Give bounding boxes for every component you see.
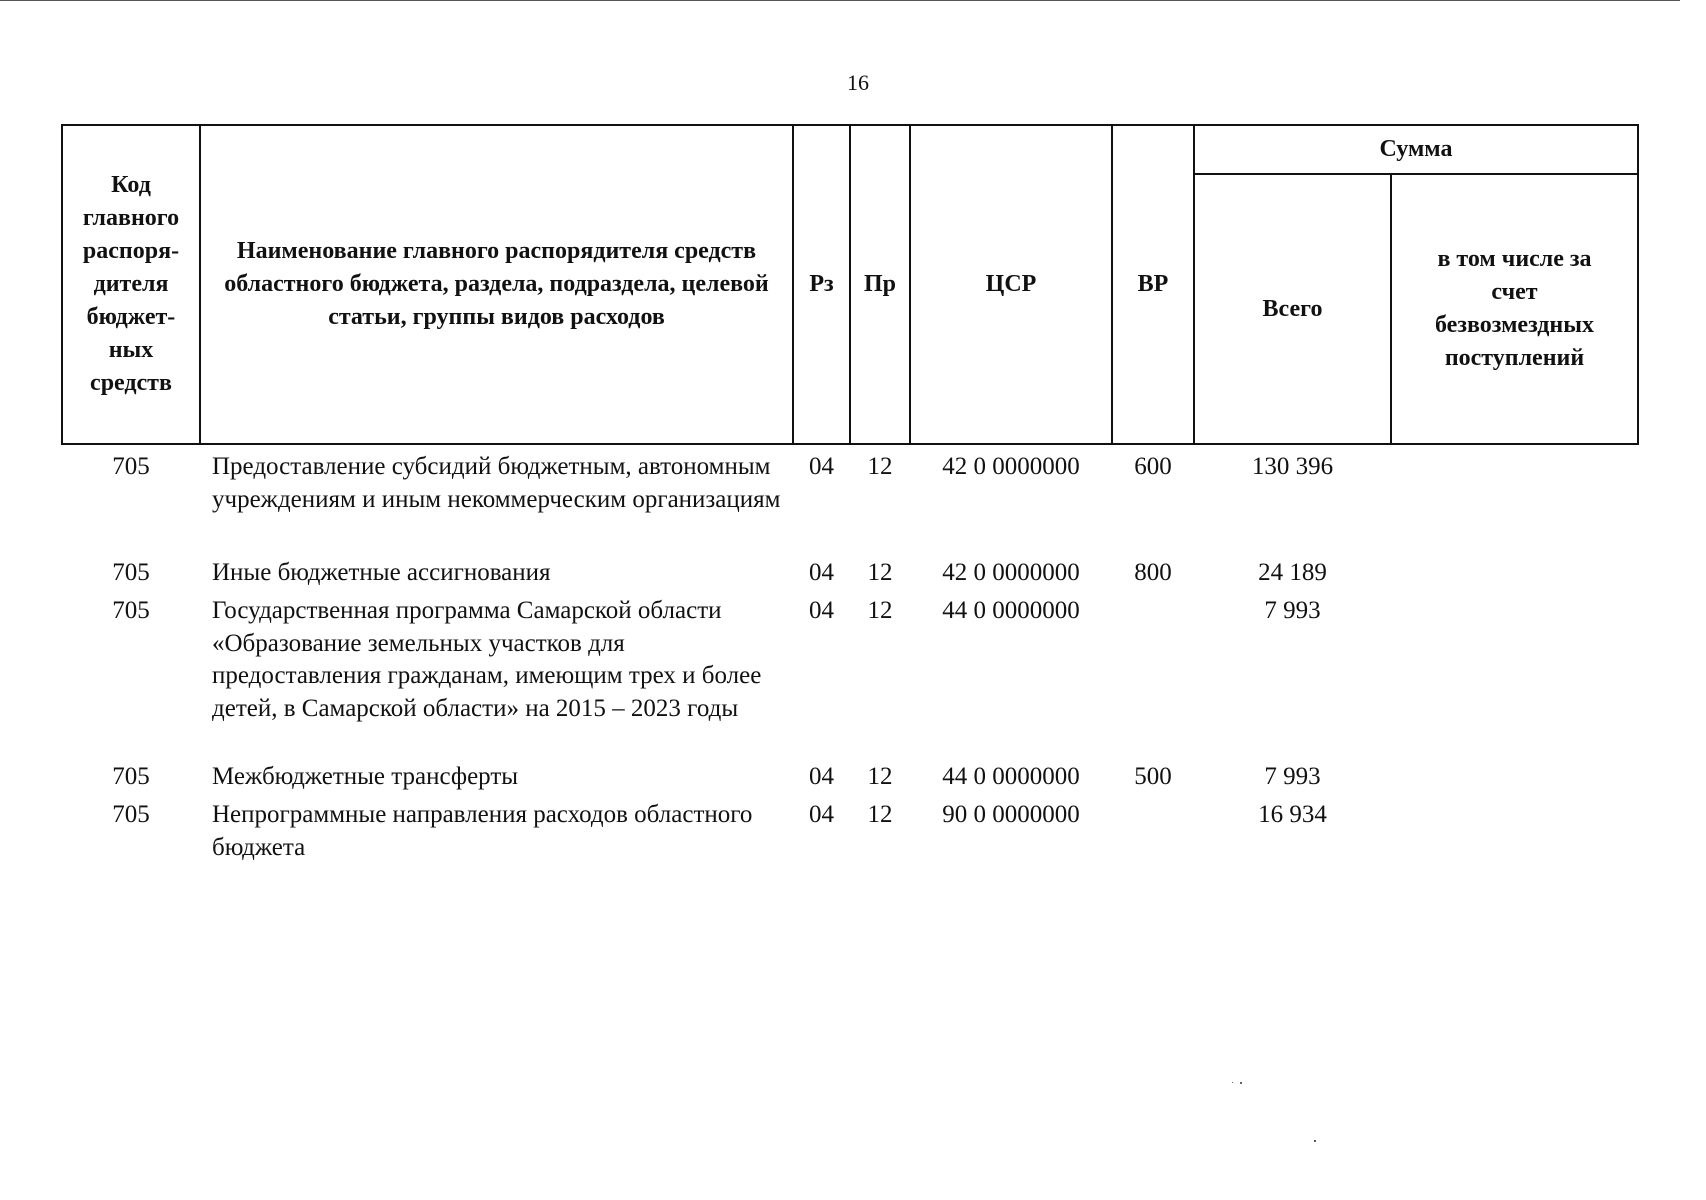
- scan-speck: [1314, 1140, 1315, 1141]
- row-rz: 04: [809, 559, 834, 586]
- row-pr: 12: [867, 453, 893, 480]
- scan-speck: [1240, 1082, 1242, 1084]
- row-grants: [1391, 761, 1638, 799]
- row-code: 705: [112, 801, 150, 828]
- header-vr: ВР: [1112, 125, 1194, 444]
- scan-speck: [1232, 1082, 1233, 1083]
- row-name: Иные бюджетные ассигнования: [212, 559, 551, 586]
- row-rz: 04: [809, 763, 834, 790]
- row-pr: 12: [867, 559, 893, 586]
- row-total: 16 934: [1258, 801, 1327, 828]
- row-total: 7 993: [1264, 763, 1321, 790]
- row-rz: 04: [809, 453, 834, 480]
- row-vr: [1112, 799, 1194, 869]
- row-csr: 42 0 0000000: [942, 453, 1080, 480]
- budget-table: [61, 124, 1639, 869]
- row-pr: 12: [867, 763, 893, 790]
- row-csr: 90 0 0000000: [942, 801, 1080, 828]
- row-rz: 04: [809, 801, 834, 828]
- row-total: 130 396: [1251, 453, 1334, 480]
- table-row: [62, 595, 1638, 761]
- row-name: Государственная программа Самарской области «Образование земельных участков для предоставления гражданам, имеющим трех и более детей, в Самарской области» на 2015 – 2023 годы: [212, 597, 762, 722]
- row-grants: [1391, 799, 1638, 869]
- row-vr: [1112, 595, 1194, 761]
- row-name: Межбюджетные трансферты: [212, 763, 519, 790]
- row-csr: 42 0 0000000: [942, 559, 1080, 586]
- row-pr: 12: [867, 597, 893, 624]
- header-rz: Рз: [793, 125, 850, 444]
- row-rz: 04: [809, 597, 834, 624]
- row-total: 7 993: [1264, 597, 1321, 624]
- row-grants: [1391, 595, 1638, 761]
- row-vr: 600: [1134, 453, 1172, 480]
- header-total: Всего: [1194, 174, 1391, 444]
- header-name: Наименование главного распорядителя средств областного бюджета, раздела, подраздела, целевой статьи, группы видов расходов: [200, 125, 793, 444]
- row-csr: 44 0 0000000: [942, 763, 1080, 790]
- page-number: 16: [847, 70, 869, 95]
- scan-top-rule: [0, 0, 1680, 1]
- row-vr: 800: [1134, 559, 1172, 586]
- row-code: 705: [112, 763, 150, 790]
- row-vr: 500: [1134, 763, 1172, 790]
- row-name: Предоставление субсидий бюджетным, автономным учреждениям и иным некоммерческим организациям: [212, 453, 781, 513]
- header-pr: Пр: [850, 125, 910, 444]
- header-code: Код главного распоря-дителя бюджет-ных средств: [62, 125, 200, 444]
- table-row: [62, 444, 1638, 557]
- table-row: [62, 761, 1638, 799]
- row-code: 705: [112, 559, 150, 586]
- row-name: Непрограммные направления расходов областного бюджета: [212, 801, 753, 861]
- row-grants: [1391, 557, 1638, 595]
- row-csr: 44 0 0000000: [942, 597, 1080, 624]
- table-row: [62, 557, 1638, 595]
- row-pr: 12: [867, 801, 893, 828]
- header-sum: Сумма: [1194, 125, 1638, 174]
- header-grants: в том числе за счет безвозмездных поступлений: [1391, 174, 1638, 444]
- row-code: 705: [112, 453, 150, 480]
- row-total: 24 189: [1258, 559, 1327, 586]
- row-grants: [1391, 444, 1638, 557]
- table-row: [62, 799, 1638, 869]
- header-csr: ЦСР: [910, 125, 1112, 444]
- row-code: 705: [112, 597, 150, 624]
